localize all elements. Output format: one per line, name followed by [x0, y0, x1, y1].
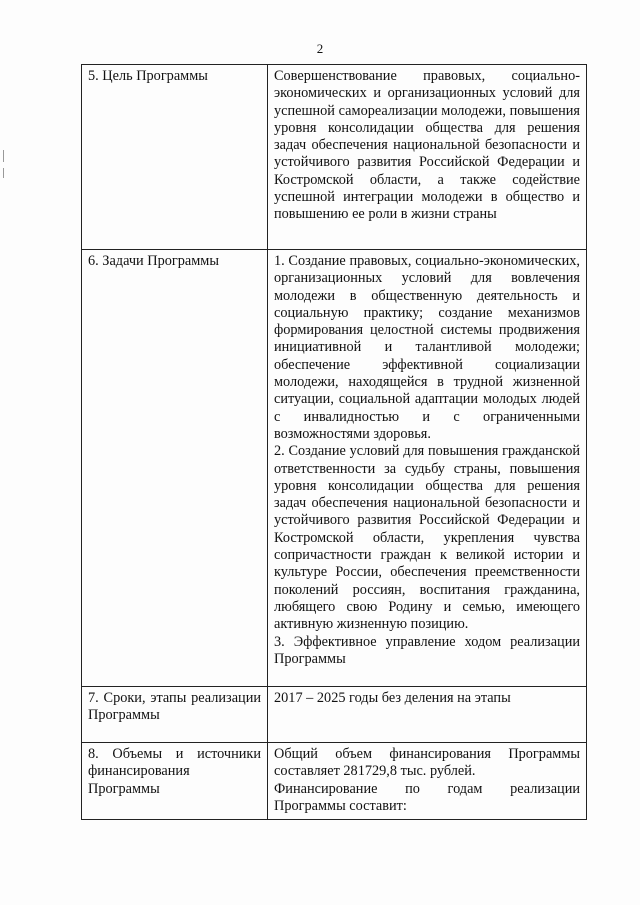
table-row — [82, 65, 587, 250]
row-value: Совершенствование правовых, социально-экономических и организационных условий для успешной самореализации молодежи, повышения уровня консолидации общества для решения задач обеспечения национальной безопасности и устойчивого развития Российской Федерации и Костромской области, а также содействие успешной интеграции молодежи в общество и повышению ее роли в жизни страны — [268, 65, 587, 250]
program-passport-table — [81, 64, 587, 820]
row-value — [268, 743, 587, 820]
table-row — [82, 687, 587, 743]
page-number: 2 — [316, 41, 324, 56]
task-item: 2. Создание условий для повышения гражданской ответственности за судьбу страны, повышения уровня консолидации общества для решения задач обеспечения национальной безопасности и устойчивого развития Российской Федерации и Костромской области, укрепления чувства сопричастности граждан к великой истории и культуре России, обеспечения преемственности поколений россиян, воспитания гражданина, любящего свою Родину и семью, имеющего активную жизненную позицию. — [274, 443, 580, 633]
task-item: 3. Эффективное управление ходом реализации Программы — [274, 633, 580, 667]
funding-text: Общий объем финансирования Программы составляет 281729,8 тыс. рублей. — [274, 746, 580, 780]
row-label: 8. Объемы и источники финансирования Программы — [82, 743, 268, 820]
funding-text: Финансирование по годам реализации Программы составит: — [274, 780, 580, 814]
table-row — [82, 250, 587, 687]
row-value: 2017 – 2025 годы без деления на этапы — [268, 687, 587, 743]
row-value — [268, 250, 587, 687]
row-label: 5. Цель Программы — [82, 65, 268, 250]
row-label: 6. Задачи Программы — [82, 250, 268, 687]
row-label: 7. Сроки, этапы реализации Программы — [82, 687, 268, 743]
scan-margin-mark — [3, 168, 4, 178]
table-row — [82, 743, 587, 820]
scan-margin-mark — [3, 150, 4, 162]
task-item: 1. Создание правовых, социально-экономических, организационных условий для вовлечения молодежи в общественную деятельность и социальную практику; создание механизмов формирования целостной системы продвижения инициативной и талантливой молодежи; обеспечение эффективной социализации молодежи, находящейся в трудной жизненной ситуации, социальной адаптации молодых людей с инвалидностью и с ограниченными возможностями здоровья. — [274, 253, 580, 442]
